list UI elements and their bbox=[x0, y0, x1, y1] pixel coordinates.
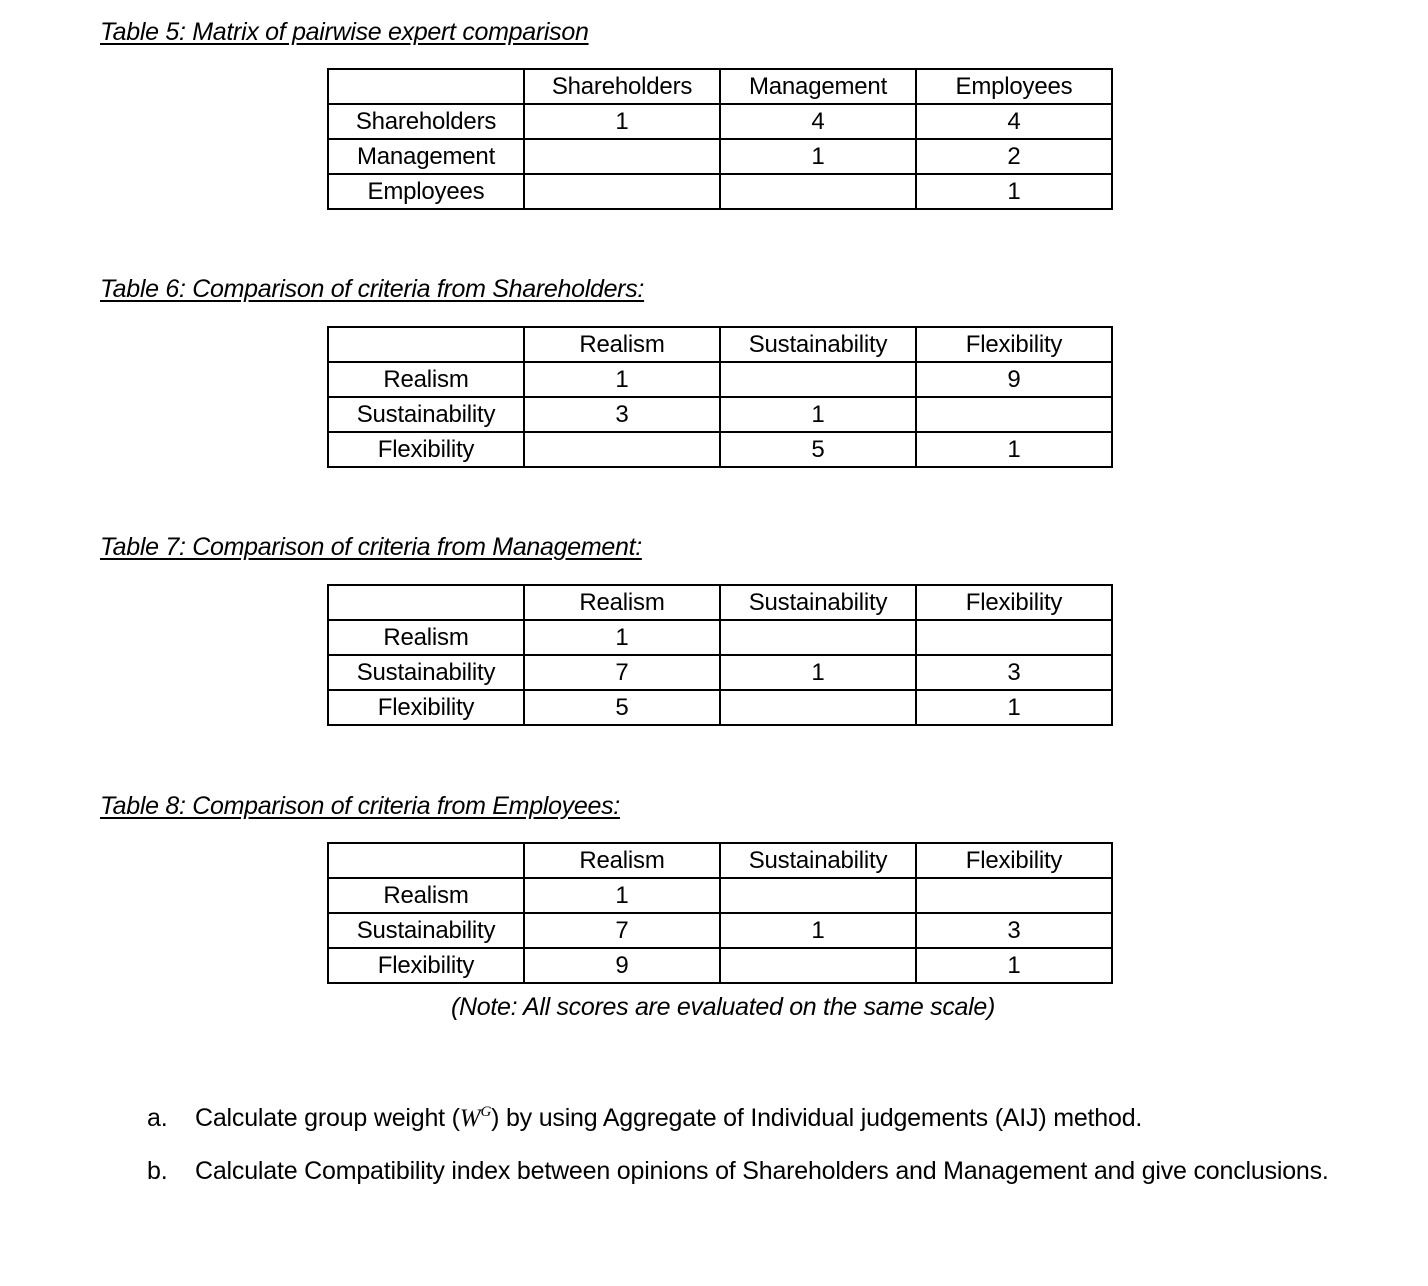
table-cell bbox=[720, 948, 916, 983]
table-cell: 3 bbox=[916, 913, 1112, 948]
group-weight-symbol: $W^G$ bbox=[459, 1104, 492, 1132]
row-header: Realism bbox=[328, 878, 524, 913]
table-row bbox=[328, 174, 1112, 209]
table-cell: 3 bbox=[916, 655, 1112, 690]
table-cell: 2 bbox=[916, 139, 1112, 174]
corner-cell bbox=[328, 585, 524, 620]
table-header-row bbox=[328, 327, 1112, 362]
table-cell: 1 bbox=[524, 104, 720, 139]
table-cell: 1 bbox=[524, 362, 720, 397]
row-header: Flexibility bbox=[328, 948, 524, 983]
table-cell bbox=[916, 620, 1112, 655]
scale-note: (Note: All scores are evaluated on the same scale) bbox=[450, 993, 996, 1021]
table-cell bbox=[524, 432, 720, 467]
table-8-caption: Table 8: Comparison of criteria from Employees: bbox=[100, 792, 620, 820]
table-7-caption: Table 7: Comparison of criteria from Management: bbox=[100, 533, 642, 561]
question-b bbox=[147, 1145, 1348, 1198]
row-header: Flexibility bbox=[328, 690, 524, 725]
table-cell bbox=[524, 139, 720, 174]
row-header: Management bbox=[328, 139, 524, 174]
table-8-employees-criteria bbox=[327, 842, 1113, 984]
question-label: b. bbox=[147, 1157, 168, 1185]
question-text: Calculate group weight $(W^G)$ by using Aggregate of Individual judgements (AIJ) method. bbox=[195, 1104, 1143, 1132]
table-cell: 7 bbox=[524, 913, 720, 948]
table-cell: 1 bbox=[720, 397, 916, 432]
table-row bbox=[328, 397, 1112, 432]
column-header: Sustainability bbox=[720, 843, 916, 878]
table-cell bbox=[720, 362, 916, 397]
table-cell: 1 bbox=[916, 690, 1112, 725]
table-cell: 1 bbox=[524, 620, 720, 655]
column-header: Sustainability bbox=[720, 585, 916, 620]
table-cell bbox=[720, 174, 916, 209]
table-cell bbox=[720, 690, 916, 725]
column-header: Realism bbox=[524, 327, 720, 362]
row-header: Shareholders bbox=[328, 104, 524, 139]
row-header: Employees bbox=[328, 174, 524, 209]
table-row bbox=[328, 690, 1112, 725]
table-cell: 1 bbox=[720, 655, 916, 690]
column-header: Management bbox=[720, 69, 916, 104]
table-row bbox=[328, 913, 1112, 948]
row-header: Realism bbox=[328, 620, 524, 655]
column-header: Flexibility bbox=[916, 585, 1112, 620]
table-row bbox=[328, 655, 1112, 690]
table-cell bbox=[916, 878, 1112, 913]
table-row bbox=[328, 878, 1112, 913]
table-row bbox=[328, 620, 1112, 655]
table-header-row bbox=[328, 843, 1112, 878]
table-cell: 1 bbox=[916, 948, 1112, 983]
table-6-caption: Table 6: Comparison of criteria from Shareholders: bbox=[100, 275, 645, 303]
table-cell bbox=[524, 174, 720, 209]
table-row bbox=[328, 362, 1112, 397]
table-cell: 4 bbox=[720, 104, 916, 139]
table-5-caption: Table 5: Matrix of pairwise expert comparison bbox=[100, 18, 589, 46]
table-cell: 1 bbox=[524, 878, 720, 913]
table-cell: 4 bbox=[916, 104, 1112, 139]
table-row bbox=[328, 948, 1112, 983]
table-5-expert-comparison bbox=[327, 68, 1113, 210]
table-cell: 1 bbox=[916, 432, 1112, 467]
question-text: Calculate Compatibility index between opinions of Shareholders and Management and give conclusions. bbox=[195, 1157, 1329, 1185]
question-a bbox=[147, 1092, 1348, 1145]
column-header: Flexibility bbox=[916, 843, 1112, 878]
row-header: Sustainability bbox=[328, 913, 524, 948]
row-header: Realism bbox=[328, 362, 524, 397]
table-cell bbox=[916, 397, 1112, 432]
table-cell: 1 bbox=[916, 174, 1112, 209]
row-header: Flexibility bbox=[328, 432, 524, 467]
table-header-row bbox=[328, 69, 1112, 104]
table-cell: 9 bbox=[916, 362, 1112, 397]
column-header: Realism bbox=[524, 843, 720, 878]
column-header: Shareholders bbox=[524, 69, 720, 104]
table-cell: 1 bbox=[720, 139, 916, 174]
table-7-management-criteria bbox=[327, 584, 1113, 726]
column-header: Employees bbox=[916, 69, 1112, 104]
corner-cell bbox=[328, 327, 524, 362]
column-header: Flexibility bbox=[916, 327, 1112, 362]
table-6-shareholders-criteria bbox=[327, 326, 1113, 468]
table-cell bbox=[720, 620, 916, 655]
question-label: a. bbox=[147, 1104, 168, 1132]
table-row bbox=[328, 139, 1112, 174]
column-header: Sustainability bbox=[720, 327, 916, 362]
table-cell: 5 bbox=[720, 432, 916, 467]
row-header: Sustainability bbox=[328, 655, 524, 690]
table-cell: 5 bbox=[524, 690, 720, 725]
corner-cell bbox=[328, 843, 524, 878]
column-header: Realism bbox=[524, 585, 720, 620]
table-cell: 1 bbox=[720, 913, 916, 948]
table-row bbox=[328, 432, 1112, 467]
table-row bbox=[328, 104, 1112, 139]
table-cell: 3 bbox=[524, 397, 720, 432]
table-cell: 7 bbox=[524, 655, 720, 690]
table-cell bbox=[720, 878, 916, 913]
row-header: Sustainability bbox=[328, 397, 524, 432]
table-header-row bbox=[328, 585, 1112, 620]
corner-cell bbox=[328, 69, 524, 104]
table-cell: 9 bbox=[524, 948, 720, 983]
